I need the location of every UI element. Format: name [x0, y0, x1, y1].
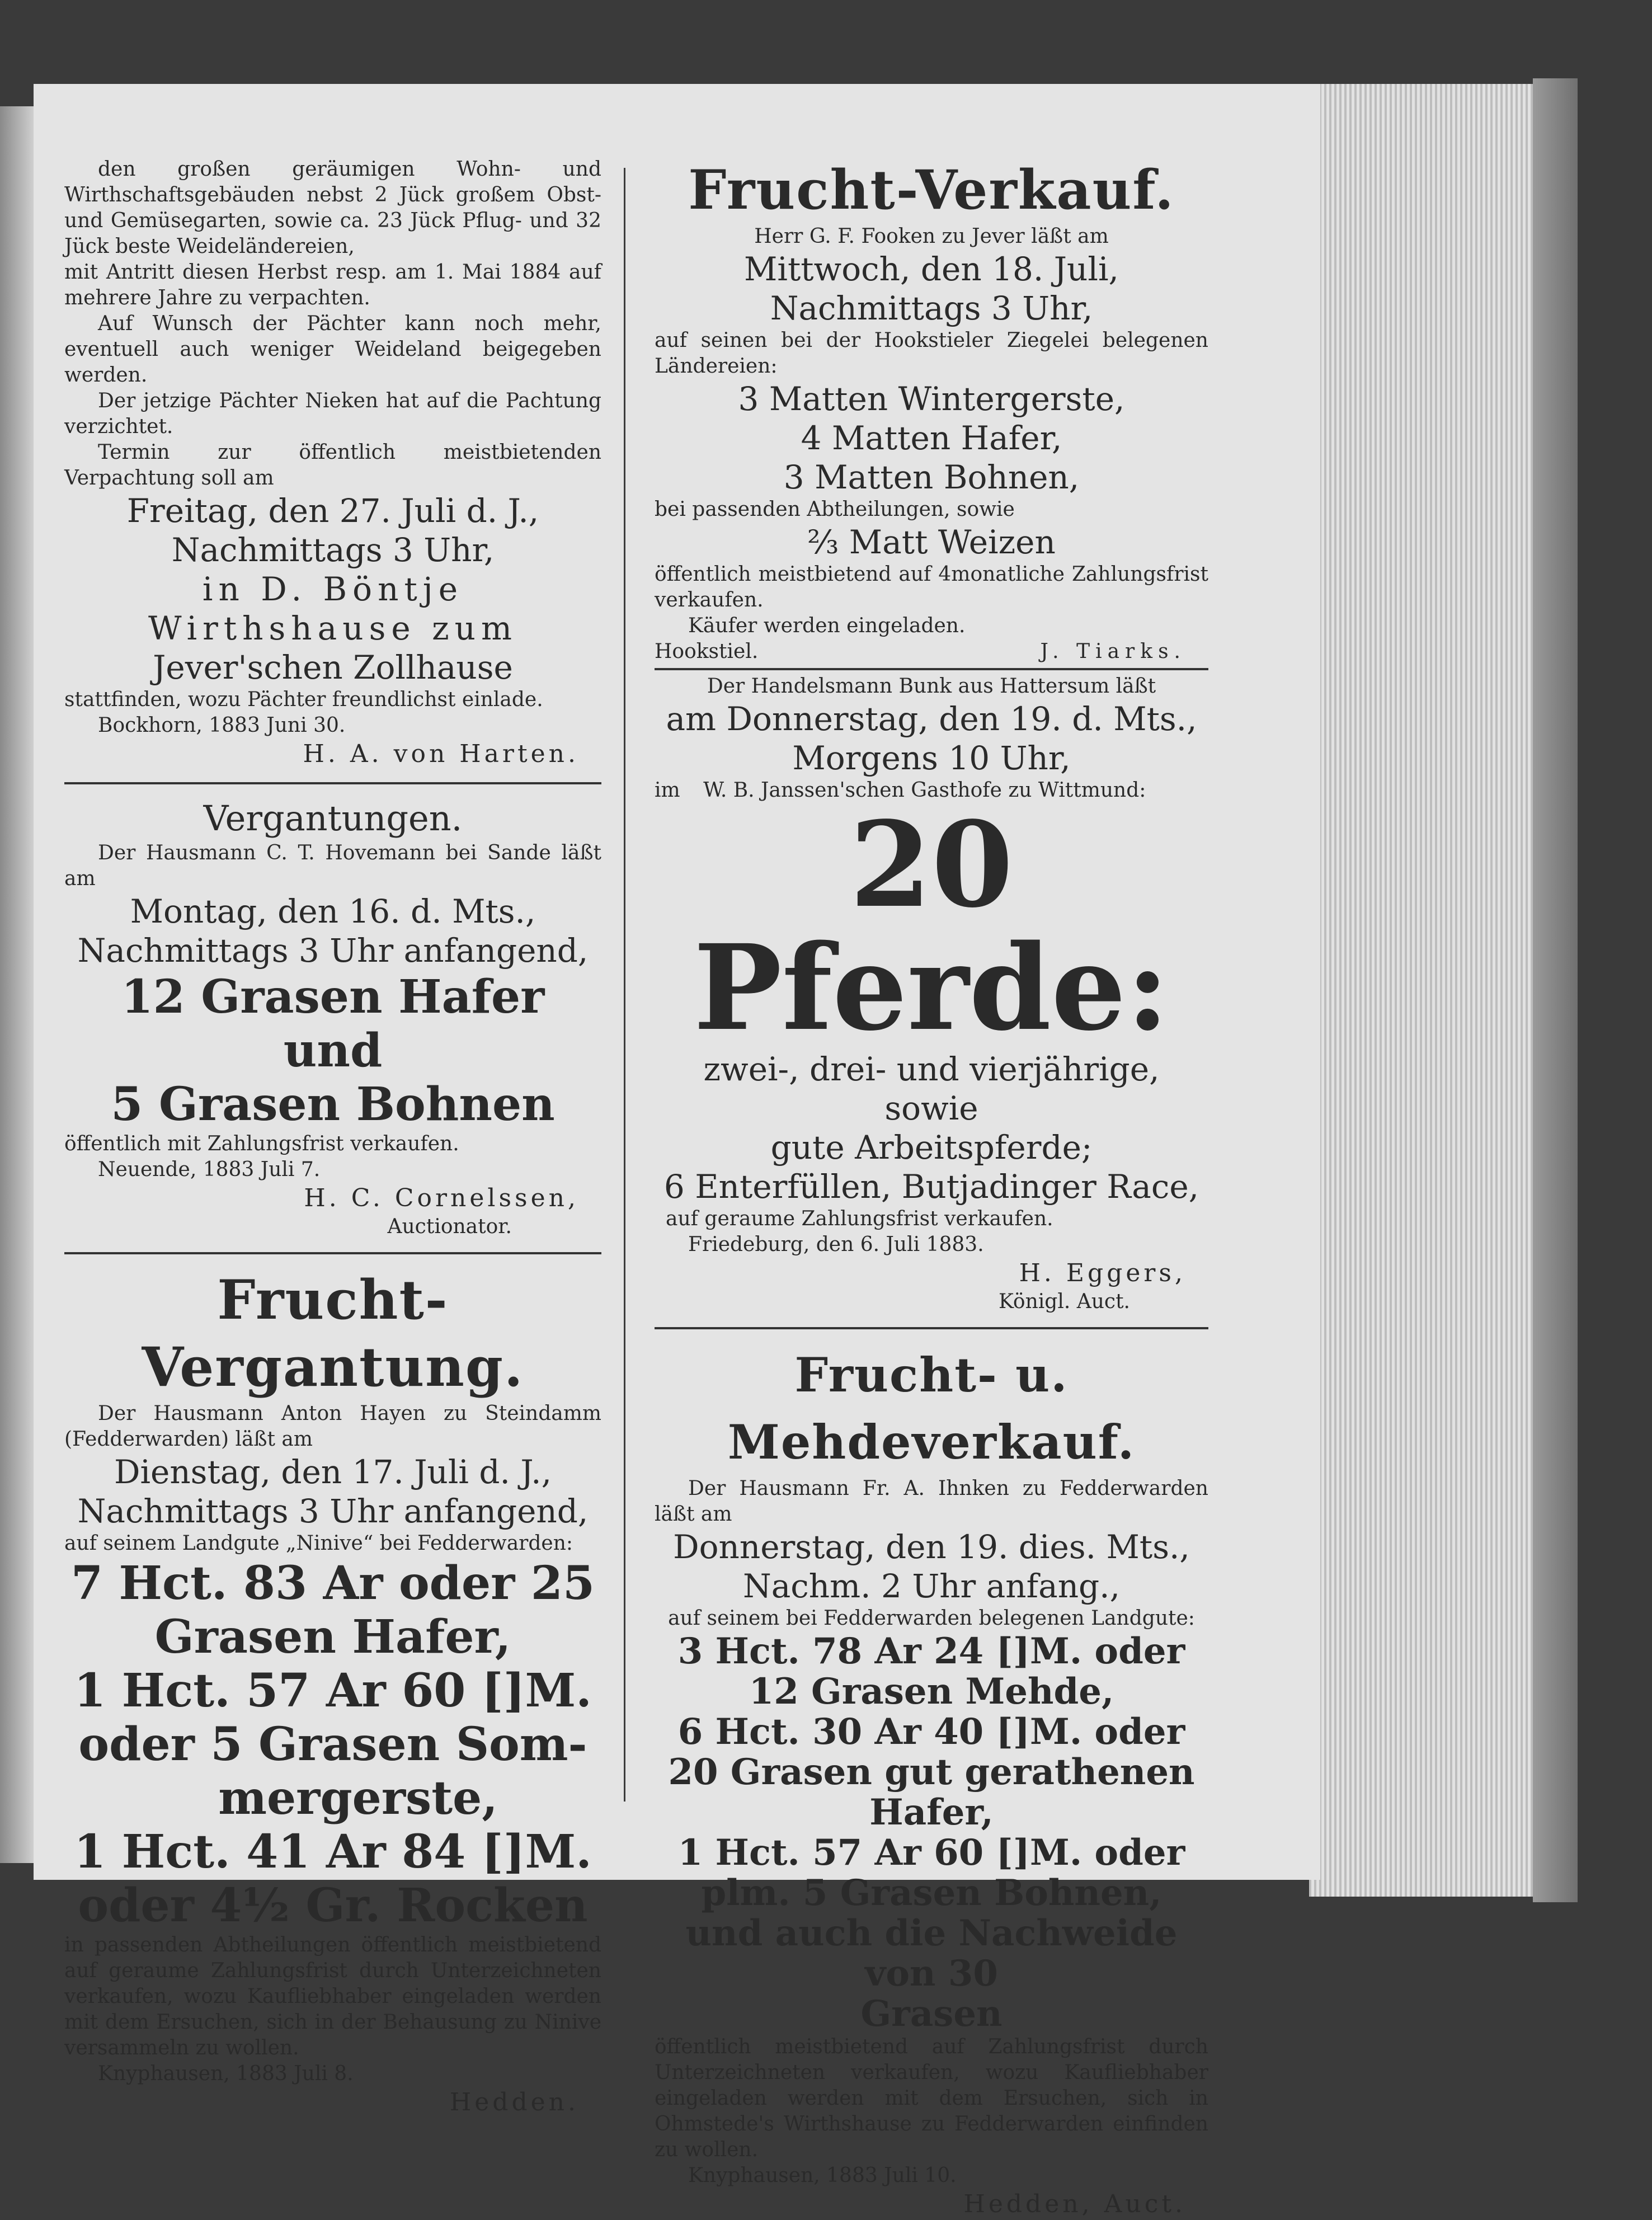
- divider: [655, 1327, 1208, 1329]
- ad-line: Herr G. F. Fooken zu Jever läßt am: [754, 225, 1109, 248]
- lease-location: Jever'schen Zollhause: [153, 648, 513, 686]
- left-column: [64, 157, 601, 2116]
- ad-title: Frucht-Vergantung.: [142, 1268, 524, 1399]
- ad-item: Grasen Hafer,: [154, 1610, 511, 1664]
- ad-line: bei passenden Abtheilungen, sowie: [655, 498, 1015, 521]
- ad-item: 3 Hct. 78 Ar 24 []M. oder: [677, 1630, 1185, 1672]
- right-column: [655, 157, 1208, 2218]
- ad-signature: H. C. Cornelssen,: [304, 1184, 579, 1212]
- ad-line: öffentlich meistbietend auf 4monatliche Zahlungsfrist verkaufen.: [655, 563, 1208, 612]
- ad-place: Knyphausen, 1883 Juli 10.: [688, 2164, 957, 2187]
- ad-item: mergerste,: [218, 1771, 498, 1825]
- frucht-mehdeverkauf-advertisement: [655, 1342, 1208, 2220]
- ad-item: Grasen: [860, 1993, 1003, 2035]
- ad-time: Nachmittags 3 Uhr anfangend,: [77, 932, 589, 970]
- ad-item: und auch die Nachweide von 30: [685, 1912, 1178, 1995]
- vergantungen-advertisement: [64, 797, 601, 1240]
- ad-date: Dienstag, den 17. Juli d. J.,: [114, 1453, 552, 1491]
- ad-item: 7 Hct. 83 Ar oder 25: [70, 1556, 595, 1610]
- ad-line: auf seinen bei der Hookstieler Ziegelei belegenen Ländereien:: [655, 329, 1208, 378]
- ad-headline: 20 Pferde:: [693, 796, 1170, 1057]
- lease-line: Auf Wunsch der Pächter kann noch mehr, eventuell auch weniger Weideland beigegeben werden.: [64, 312, 601, 387]
- ad-location-name: W. B. Janssen'schen Gasthofe zu Wittmund:: [703, 779, 1146, 802]
- ad-place: Hookstiel.: [655, 640, 759, 663]
- ad-item: plm. 5 Grasen Bohnen,: [701, 1872, 1162, 1914]
- ad-title: Vergantungen.: [203, 798, 463, 839]
- ad-title: Frucht-Verkauf.: [688, 158, 1175, 222]
- lease-line: Termin zur öffentlich meistbietenden Verpachtung soll am: [64, 441, 601, 490]
- lease-intro: den großen geräumigen Wohn- und Wirthschaftsgebäuden nebst 2 Jück großem Obst- und Gemüsegarten, sowie ca. 23 Jück Pflug- und 32 Jück beste Weideländereien,: [64, 158, 601, 258]
- divider: [64, 782, 601, 784]
- ad-item: oder 4½ Gr. Rocken: [78, 1879, 588, 1932]
- ad-item: 4 Matten Hafer,: [801, 419, 1062, 457]
- ad-line: öffentlich mit Zahlungsfrist verkaufen.: [64, 1132, 459, 1155]
- ad-line: Der Handelsmann Bunk aus Hattersum läßt: [707, 675, 1156, 698]
- ad-line: in passenden Abtheilungen öffentlich meistbietend auf geraume Zahlungsfrist durch Unterzeichneten verkaufen, wozu Kaufliebhaber eingeladen werden mit dem Ersuchen, sich in der Behausung zu Ninive versammeln zu wollen.: [64, 1934, 601, 2059]
- ad-signature: J. Tiarks.: [1040, 640, 1186, 663]
- ad-location-prefix: im: [655, 779, 680, 802]
- ad-line: auf seinem Landgute „Ninive“ bei Fedderwarden:: [64, 1532, 573, 1555]
- book-cover-edge: [1533, 78, 1578, 1902]
- ad-footer: [655, 639, 1208, 665]
- divider: [655, 668, 1208, 670]
- ad-line: öffentlich meistbietend auf Zahlungsfrist durch Unterzeichneten verkaufen, wozu Kaufliebhaber eingeladen werden mit dem Ersuchen, sich in Ohmstede's Wirthshause zu Fedderwarden einfinden zu wollen.: [655, 2035, 1208, 2161]
- ad-line: Der Hausmann Anton Hayen zu Steindamm (Fedderwarden) läßt am: [64, 1402, 601, 1451]
- ad-place: Friedeburg, den 6. Juli 1883.: [688, 1233, 984, 1256]
- ad-item: 1 Hct. 57 Ar 60 []M.: [74, 1664, 592, 1718]
- ad-item: 6 Hct. 30 Ar 40 []M. oder: [677, 1711, 1185, 1753]
- ad-line: auf geraume Zahlungsfrist verkaufen.: [666, 1207, 1053, 1230]
- lease-date: Freitag, den 27. Juli d. J.,: [126, 492, 539, 530]
- ad-date: am Donnerstag, den 19. d. Mts.,: [666, 700, 1197, 738]
- ad-date: Mittwoch, den 18. Juli,: [744, 250, 1119, 288]
- ad-item: 1 Hct. 41 Ar 84 []M.: [74, 1825, 592, 1879]
- lease-location: in D. Böntje Wirthshause zum: [148, 570, 518, 647]
- ad-line: Käufer werden eingeladen.: [688, 614, 966, 637]
- ad-time: Nachm. 2 Uhr anfang.,: [742, 1567, 1121, 1605]
- ad-item: oder 5 Grasen Som-: [78, 1718, 587, 1771]
- ad-signature: Hedden, Auct.: [963, 2190, 1186, 2218]
- pferde-advertisement: [655, 674, 1208, 1315]
- ad-item: ⅔ Matt Weizen: [807, 523, 1056, 561]
- frucht-verkauf-advertisement: [655, 157, 1208, 665]
- lease-line: stattfinden, wozu Pächter freundlichst einlade.: [64, 688, 543, 711]
- ad-line: zwei-, drei- und vierjährige, sowie: [703, 1050, 1160, 1127]
- ad-line: Der Hausmann Fr. A. Ihnken zu Fedderwarden läßt am: [655, 1477, 1208, 1526]
- ad-time: Nachmittags 3 Uhr,: [770, 289, 1093, 327]
- adjacent-page-edge: [0, 106, 34, 1863]
- ad-line: gute Arbeitspferde;: [770, 1128, 1093, 1167]
- ad-role: Auctionator.: [387, 1215, 512, 1238]
- ad-item: 1 Hct. 57 Ar 60 []M. oder: [677, 1832, 1185, 1874]
- column-rule: [624, 168, 625, 1802]
- ad-title: Frucht- u. Mehdeverkauf.: [727, 1347, 1136, 1470]
- frucht-vergantung-advertisement: [64, 1267, 601, 2118]
- ad-place: Knyphausen, 1883 Juli 8.: [98, 2062, 354, 2085]
- ad-item: 5 Grasen Bohnen: [111, 1078, 555, 1131]
- ad-item: 12 Grasen Hafer und: [121, 970, 545, 1078]
- ad-place: Neuende, 1883 Juli 7.: [98, 1158, 321, 1181]
- ad-signature: Hedden.: [449, 2088, 579, 2116]
- ad-line: auf seinem bei Fedderwarden belegenen Landgute:: [668, 1607, 1195, 1630]
- ad-date: Donnerstag, den 19. dies. Mts.,: [673, 1528, 1190, 1566]
- lease-time: Nachmittags 3 Uhr,: [171, 531, 495, 569]
- ad-item: 12 Grasen Mehde,: [749, 1671, 1114, 1713]
- ad-date: Montag, den 16. d. Mts.,: [130, 892, 536, 930]
- ad-item: 3 Matten Wintergerste,: [738, 380, 1125, 418]
- ad-item: 20 Grasen gut gerathenen Hafer,: [668, 1751, 1195, 1833]
- ad-time: Morgens 10 Uhr,: [792, 739, 1071, 777]
- ad-item: 3 Matten Bohnen,: [783, 458, 1080, 496]
- lease-line: mit Antritt diesen Herbst resp. am 1. Mai 1884 auf mehrere Jahre zu verpachten.: [64, 261, 601, 309]
- ad-signature: H. Eggers,: [1019, 1259, 1186, 1287]
- ad-role: Königl. Auct.: [998, 1290, 1130, 1313]
- lease-advertisement: [64, 157, 601, 770]
- ad-line: Der Hausmann C. T. Hovemann bei Sande läßt am: [64, 841, 601, 890]
- ad-time: Nachmittags 3 Uhr anfangend,: [77, 1492, 589, 1530]
- ad-line: 6 Enterfüllen, Butjadinger Race,: [663, 1168, 1199, 1206]
- lease-place: Bockhorn, 1883 Juni 30.: [98, 714, 346, 737]
- lease-line: Der jetzige Pächter Nieken hat auf die Pachtung verzichtet.: [64, 389, 601, 438]
- divider: [64, 1252, 601, 1254]
- lease-signature: H. A. von Harten.: [303, 740, 579, 768]
